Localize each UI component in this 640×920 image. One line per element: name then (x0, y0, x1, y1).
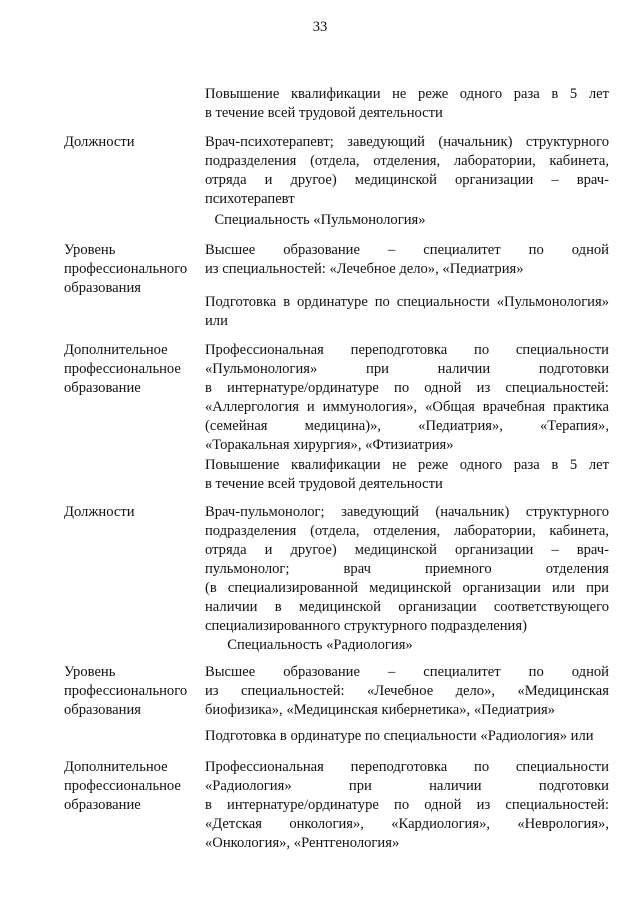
rad-additional-text-line: в интернатуре/ординатуре по одной из специальностей: (205, 797, 609, 813)
cont-positions-label-line: Должности (64, 134, 135, 150)
rad-level-text-line: биофизика», «Медицинская кибернетика», «Педиатрия» (205, 702, 555, 718)
rad-additional-text (205, 758, 609, 853)
pulm-level-text-line: Высшее образование – специалитет по одной (205, 242, 609, 258)
rad-additional-label-line: Дополнительное (64, 759, 168, 775)
rad-level-label-line: образования (64, 702, 141, 718)
rad-level-label (64, 663, 204, 720)
pulm-level-label-line: Уровень (64, 242, 116, 258)
pulmonology-heading: Специальность «Пульмонология» (214, 212, 426, 228)
cont-positions-text-line: психотерапевт (205, 191, 295, 207)
rad-level-text-line: из специальностей: «Лечебное дело», «Медицинская (205, 683, 609, 699)
pulm-positions-text-line: (в специализированной медицинской организации или при (205, 580, 609, 596)
cont-positions-text-line: отряда и другое) медицинской организации – врач- (205, 172, 609, 188)
pulm-positions-text-line: Врач-пульмонолог; заведующий (начальник) структурного (205, 504, 609, 520)
pulm-level-label-line: образования (64, 280, 141, 296)
pulm-additional-label (64, 341, 204, 398)
pulm-level-label (64, 241, 204, 298)
pulm-qualification-text-line: в течение всей трудовой деятельности (205, 476, 443, 492)
pulm-additional-text-line: «Торакальная хирургия», «Фтизиатрия» (205, 437, 454, 453)
pulm-positions-label-line: Должности (64, 504, 135, 520)
pulm-additional-text (205, 341, 609, 455)
pulm-additional-text-line: в интернатуре/ординатуре по одной из специальностей: (205, 380, 609, 396)
rad-level-text-line: Высшее образование – специалитет по одной (205, 664, 609, 680)
pulm-level-text-line: из специальностей: «Лечебное дело», «Педиатрия» (205, 261, 524, 277)
rad-level-label-line: профессионального (64, 683, 188, 699)
radiology-heading: Специальность «Радиология» (227, 637, 413, 653)
pulm-positions-text-line: пульмонолог; врач приемного отделения (205, 561, 609, 577)
pulm-additional-text-line: (семейная медицина)», «Педиатрия», «Терапия», (205, 418, 609, 434)
cont-qualification-text-line: Повышение квалификации не реже одного раза в 5 лет (205, 86, 609, 102)
pulm-residency-text-line: Подготовка в ординатуре по специальности «Пульмонология» (205, 294, 609, 310)
cont-qualification-text-line: в течение всей трудовой деятельности (205, 105, 443, 121)
rad-level-label-line: Уровень (64, 664, 116, 680)
page-number: 33 (312, 19, 328, 35)
pulm-additional-text-line: «Пульмонология» при наличии подготовки (205, 361, 609, 377)
pulm-positions-text-line: подразделения (отдела, отделения, лаборатории, кабинета, (205, 523, 609, 539)
rad-additional-text-line: Профессиональная переподготовка по специальности (205, 759, 609, 775)
cont-positions-text (205, 133, 609, 209)
rad-additional-text-line: «Радиология» при наличии подготовки (205, 778, 609, 794)
pulm-additional-text-line: Профессиональная переподготовка по специальности (205, 342, 609, 358)
pulm-positions-label (64, 503, 204, 522)
cont-positions-label (64, 133, 204, 152)
pulm-positions-text-line: специализированного структурного подразделения) (205, 618, 527, 634)
rad-additional-label-line: профессиональное (64, 778, 181, 794)
pulm-positions-text (205, 503, 609, 636)
pulm-level-text (205, 241, 609, 279)
pulm-residency-text (205, 293, 609, 331)
rad-additional-text-line: «Детская онкология», «Кардиология», «Неврология», (205, 816, 609, 832)
cont-positions-text-line: подразделения (отдела, отделения, лаборатории, кабинета, (205, 153, 609, 169)
pulm-residency-text-line: или (205, 313, 228, 329)
pulm-positions-text-line: наличии в медицинской организации соответствующего (205, 599, 609, 615)
rad-additional-text-line: «Онкология», «Рентгенология» (205, 835, 400, 851)
pulm-qualification-text (205, 456, 609, 494)
rad-additional-label (64, 758, 204, 815)
pulm-level-label-line: профессионального (64, 261, 188, 277)
pulm-qualification-text-line: Повышение квалификации не реже одного раза в 5 лет (205, 457, 609, 473)
pulm-additional-label-line: Дополнительное (64, 342, 168, 358)
pulm-positions-text-line: отряда и другое) медицинской организации – врач- (205, 542, 609, 558)
rad-level-text (205, 663, 609, 720)
cont-positions-text-line: Врач-психотерапевт; заведующий (начальник) структурного (205, 134, 609, 150)
pulm-additional-text-line: «Аллергология и иммунология», «Общая врачебная практика (205, 399, 609, 415)
cont-qualification-text (205, 85, 609, 123)
rad-additional-label-line: образование (64, 797, 141, 813)
rad-residency-text-line: Подготовка в ординатуре по специальности «Радиология» или (205, 728, 594, 744)
rad-residency-text (205, 727, 609, 746)
pulm-additional-label-line: образование (64, 380, 141, 396)
pulm-additional-label-line: профессиональное (64, 361, 181, 377)
